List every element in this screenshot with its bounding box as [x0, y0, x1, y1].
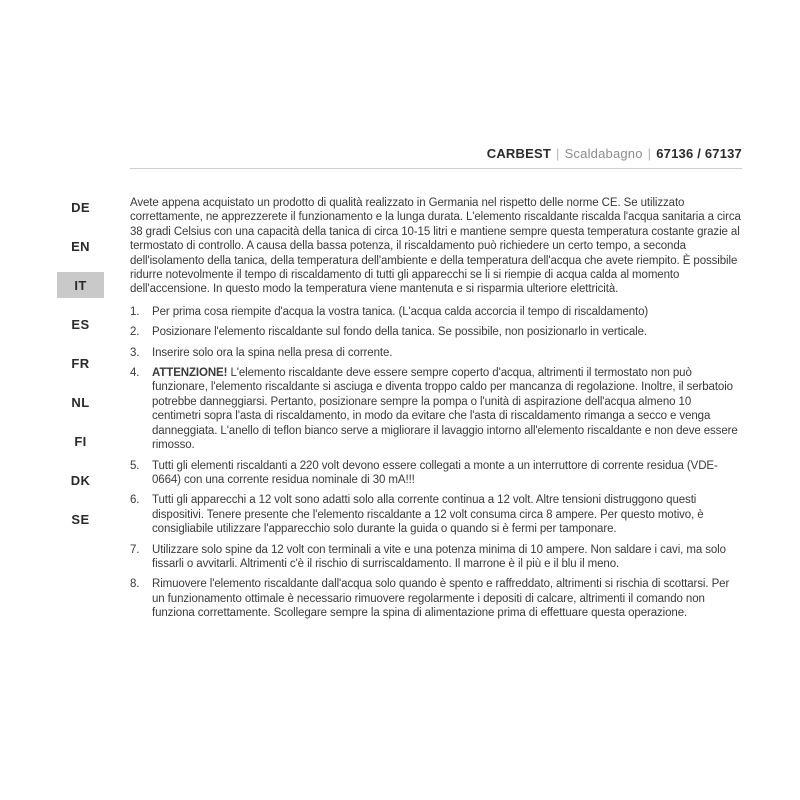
list-item-5	[130, 459, 743, 488]
sidebar-item-fr: FR	[71, 355, 90, 371]
separator: |	[647, 146, 652, 161]
list-item-3	[130, 346, 743, 360]
item-text: Inserire solo ora la spina nella presa di corrente.	[152, 346, 393, 359]
list-item-8	[130, 577, 743, 620]
item-number: 4.	[130, 367, 140, 380]
item-number: 7.	[130, 543, 140, 556]
list-item-2	[130, 325, 743, 339]
instructions-content	[130, 196, 743, 627]
list-item-6	[130, 493, 743, 536]
list-item-1	[130, 305, 743, 319]
sidebar-item-de: DE	[71, 199, 90, 215]
separator: |	[555, 146, 560, 161]
item-number: 1.	[130, 305, 140, 318]
model-numbers: 67136 / 67137	[656, 146, 742, 161]
item-text: Utilizzare solo spine da 12 volt con terminali a vite e una potenza minima di 10 ampere. Non saldare i cavi, ma solo fissarli o avvitarli. Altrimenti c'è il rischio di surriscaldamento. Il marrone è il più e il blu il meno.	[152, 543, 726, 570]
item-text: L'elemento riscaldante deve essere sempre coperto d'acqua, altrimenti il termostato non può funzionare, l'elemento riscaldante si asciuga e diventa troppo caldo per mancanza di regolazione. Inoltre, il serbatoio potrebbe danneggiarsi. Pertanto, posizionare sempre la pompa o l'unità di aspirazione dell'acqua almeno 10 centimetri sopra l'asta di riscaldamento, in modo da evitare che l'asta di riscaldamento rimanga a secco e venga danneggiata. L'anello di teflon bianco serve a migliorare il lavaggio intorno all'elemento riscaldante e non deve essere rimosso.	[152, 367, 738, 452]
sidebar-item-es: ES	[71, 316, 90, 332]
sidebar-item-nl: NL	[71, 394, 90, 410]
item-text: Per prima cosa riempite d'acqua la vostra tanica. (L'acqua calda accorcia il tempo di riscaldamento)	[152, 305, 649, 318]
instruction-list	[130, 305, 743, 621]
item-text: Rimuovere l'elemento riscaldante dall'acqua solo quando è spento e raffreddato, altrimenti si rischia di scottarsi. Per un funzionamento ottimale è necessario rimuovere regolarmente i depositi di calcare, altrimenti il comando non funziona correttamente. Scollegare sempre la spina di alimentazione prima di effettuare questa operazione.	[152, 578, 730, 620]
header-rule	[130, 168, 742, 169]
item-number: 2.	[130, 326, 140, 339]
product-name: Scaldabagno	[564, 146, 643, 161]
language-sidebar	[57, 194, 104, 532]
item-number: 3.	[130, 346, 140, 359]
list-item-4	[130, 366, 743, 452]
sidebar-item-se: SE	[71, 511, 90, 527]
item-text: Tutti gli elementi riscaldanti a 220 volt devono essere collegati a monte a un interruttore di corrente residua (VDE-0664) con una corrente residua nominale di 30 mA!!!	[152, 459, 718, 486]
doc-header	[130, 146, 742, 161]
item-text: Tutti gli apparecchi a 12 volt sono adatti solo alla corrente continua a 12 volt. Altre tensioni distruggono questi dispositivi. Tenere presente che l'elemento riscaldante a 12 volt consuma circa 8 ampere. Per questo motivo, è consigliabile utilizzare l'apparecchio solo durante la guida o quando si è fermi per tamponare.	[152, 494, 704, 536]
item-emphasis: ATTENZIONE!	[152, 367, 228, 380]
item-text: Posizionare l'elemento riscaldante sul fondo della tanica. Se possibile, non posizionarlo in verticale.	[152, 326, 647, 339]
sidebar-item-en: EN	[71, 238, 90, 254]
item-number: 8.	[130, 578, 140, 591]
sidebar-item-fi: FI	[74, 433, 87, 449]
brand-text: CARBEST	[486, 146, 551, 161]
intro-paragraph: Avete appena acquistato un prodotto di qualità realizzato in Germania nel rispetto delle norme CE. Se utilizzato correttamente, ne apprezzerete il funzionamento e la lunga durata. L'elemento riscaldante riscalda l'acqua sanitaria a circa 38 gradi Celsius con una capacità della tanica di circa 10-15 litri e mantiene sempre questa temperatura costante grazie al termostato di controllo. A causa della bassa potenza, il riscaldamento può richiedere un certo tempo, a seconda dell'isolamento della tanica, della temperatura dell'ambiente e della temperatura dell'acqua che avete riempito. È possibile ridurre notevolmente il tempo di riscaldamento di tutti gli apparecchi se li si riempie di acqua calda al momento dell'accensione. In questo modo la temperatura viene mantenuta e si risparmia ulteriore elettricità.	[130, 197, 741, 296]
sidebar-item-dk: DK	[70, 472, 91, 488]
list-item-7	[130, 543, 743, 572]
item-number: 5.	[130, 459, 140, 472]
sidebar-item-it: IT	[57, 272, 104, 298]
item-number: 6.	[130, 494, 140, 507]
